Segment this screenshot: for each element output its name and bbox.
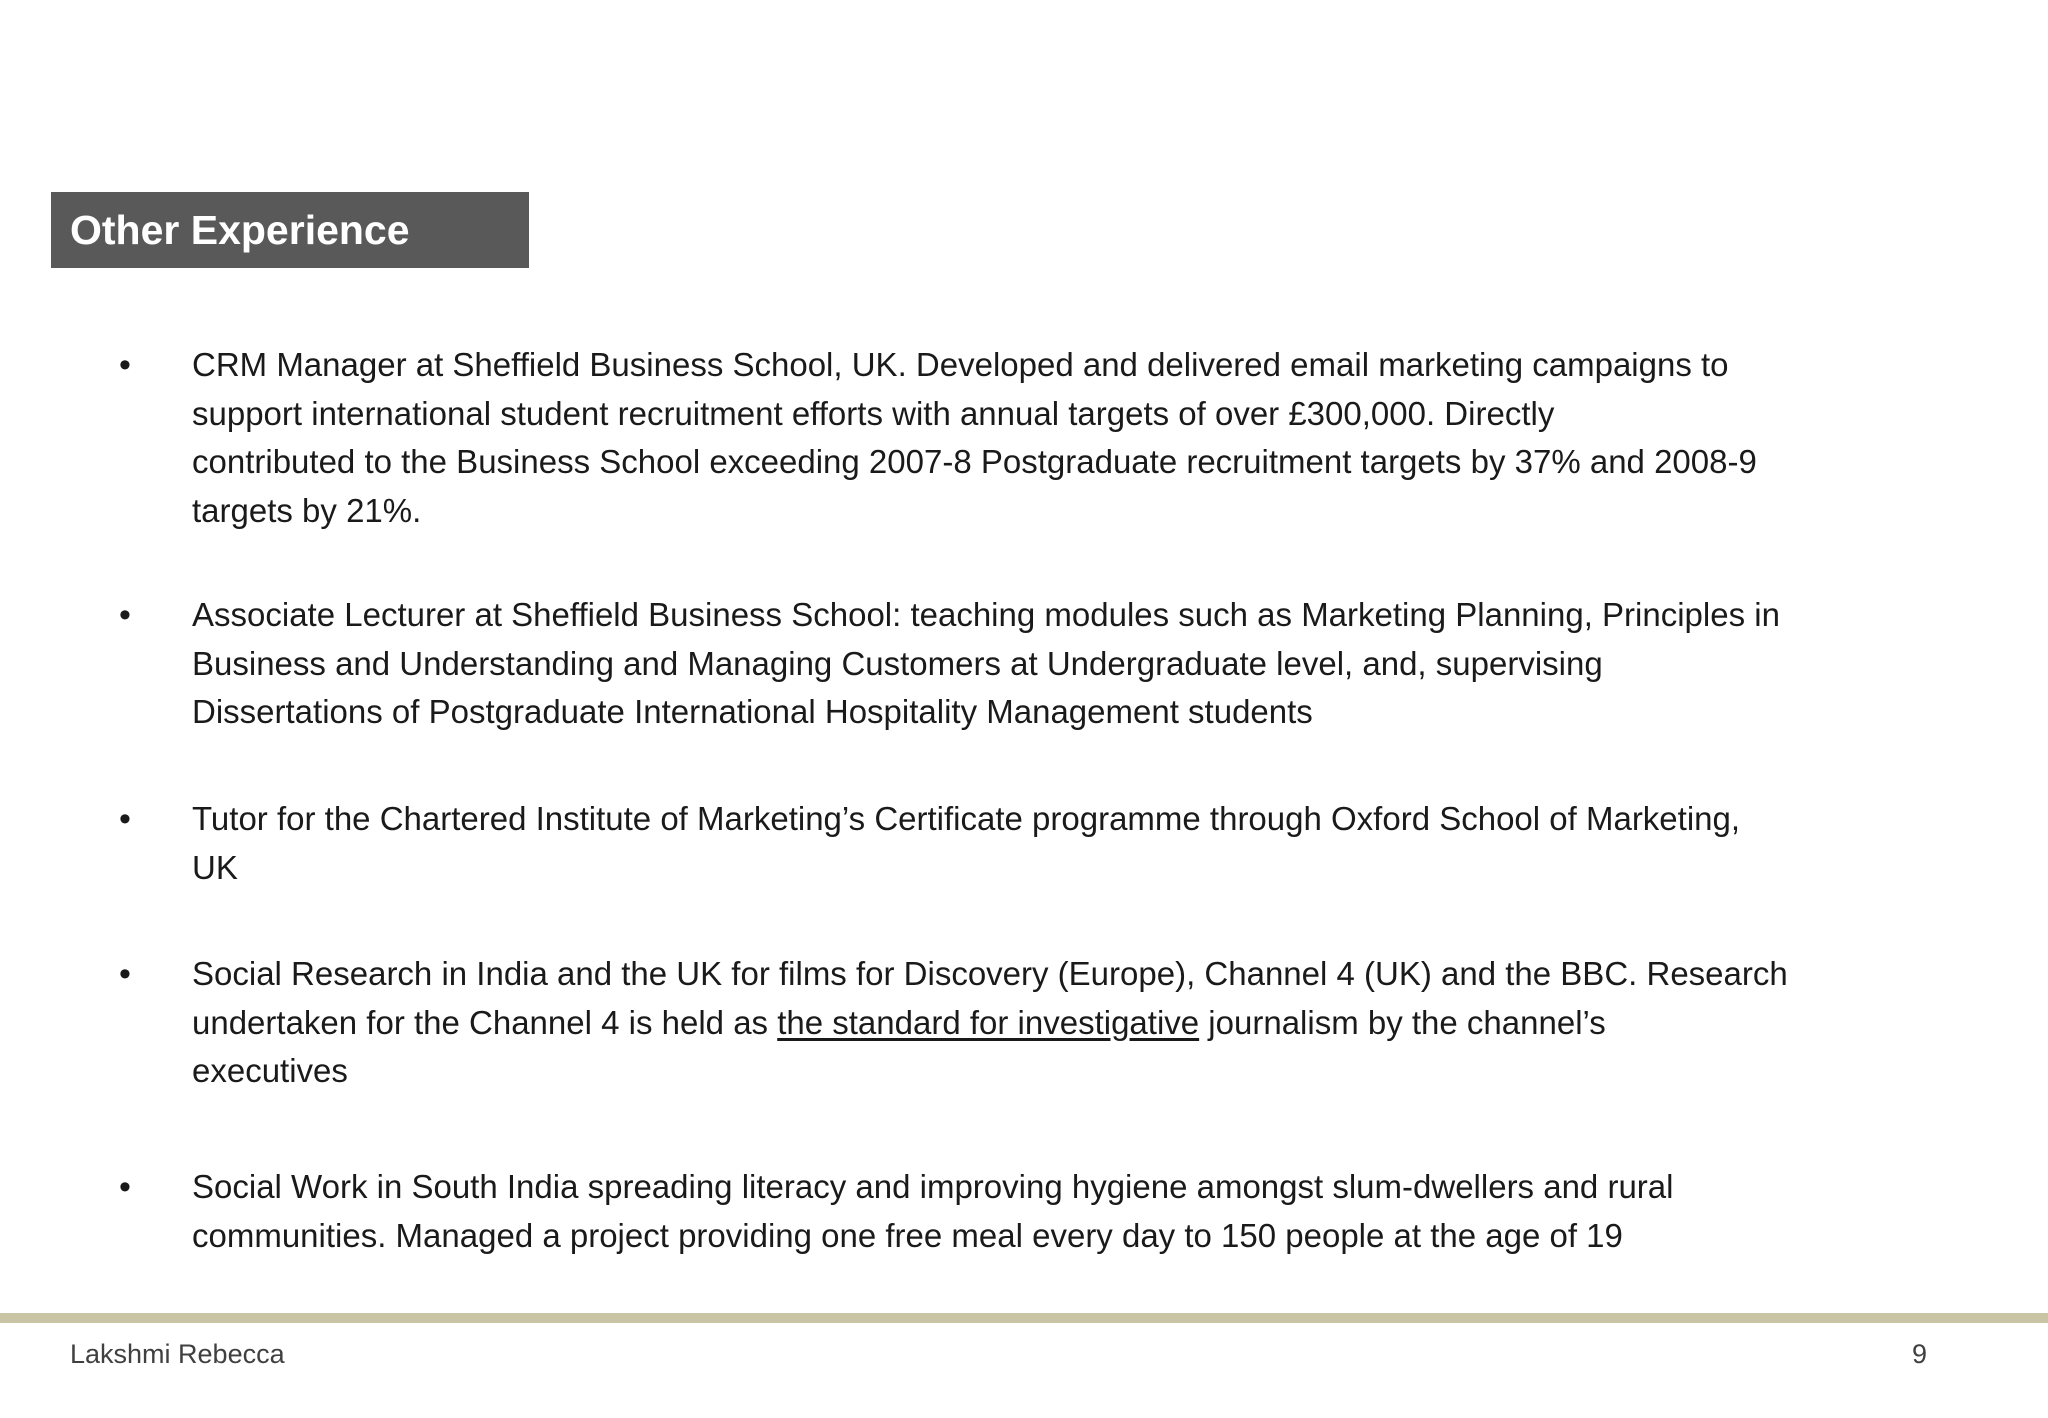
text-line: executives	[192, 1052, 348, 1089]
bullet-marker: •	[119, 596, 131, 634]
bullet-text	[192, 591, 2048, 737]
bullet-marker: •	[119, 955, 131, 993]
text-line: CRM Manager at Sheffield Business School, UK. Developed and delivered email marketing campaigns to	[192, 346, 1729, 383]
text-line: Social Work in South India spreading literacy and improving hygiene amongst slum-dwellers and rural	[192, 1168, 1674, 1205]
text-line: targets by 21%.	[192, 491, 422, 529]
bullet-marker: •	[119, 800, 131, 838]
text-segment: undertaken for the Channel 4 is held as	[192, 1003, 778, 1041]
text-line: Associate Lecturer at Sheffield Business School: teaching modules such as Marketing Planning, Principles in	[192, 596, 1780, 633]
text-line: Dissertations of Postgraduate International Hospitality Management students	[192, 693, 1313, 730]
bullet-marker: •	[119, 1168, 131, 1206]
text-line: Tutor for the Chartered Institute of Marketing’s Certificate programme through Oxford School of Marketing,	[192, 800, 1741, 837]
bullet-text	[192, 1163, 2048, 1260]
footer-divider	[0, 1313, 2048, 1323]
text-segment: journalism by the channel’s	[1199, 1003, 1606, 1041]
text-line: Social Research in India and the UK for films for Discovery (Europe), Channel 4 (UK) and the BBC. Research	[192, 955, 1788, 992]
text-line: communities. Managed a project providing one free meal every day to 150 people at the age of 19	[192, 1216, 1623, 1254]
section-title: Other Experience	[51, 192, 529, 268]
bullet-marker: •	[119, 346, 131, 384]
bullet-text	[192, 950, 2048, 1096]
text-line: contributed to the Business School exceeding 2007-8 Postgraduate recruitment targets by 37% and 2008-9	[192, 443, 1757, 480]
text-line: support international student recruitment efforts with annual targets of over £300,000. Directly	[192, 394, 1555, 432]
text-line	[192, 999, 2048, 1048]
underlined-phrase: the standard for investigative	[777, 1003, 1200, 1041]
bullet-text	[192, 795, 2048, 892]
page-number: 9	[1911, 1339, 1927, 1369]
text-line: UK	[192, 848, 238, 886]
bullet-text	[192, 341, 2048, 535]
footer-author: Lakshmi Rebecca	[70, 1339, 285, 1369]
text-line: Business and Understanding and Managing Customers at Undergraduate level, and, supervising	[192, 644, 1603, 682]
